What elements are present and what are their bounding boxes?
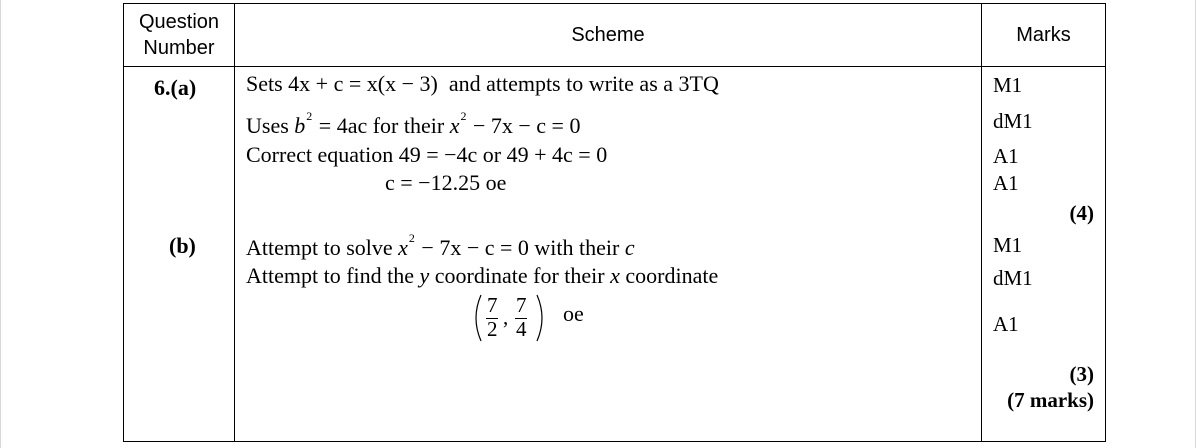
uses-text: Uses: [246, 113, 289, 138]
mark-scheme-table: [123, 3, 1106, 442]
marks-header: Marks: [982, 4, 1106, 67]
grand-total: (7 marks): [1007, 388, 1094, 412]
header-row: [124, 4, 1106, 67]
y-symbol: y: [419, 263, 430, 288]
question-number-header: [124, 4, 235, 67]
mark-a-3: A1: [993, 144, 1019, 168]
attempt-to-solve-text: Attempt to solve: [246, 235, 393, 260]
x-squared-exponent: 2: [460, 109, 467, 123]
marks-cell: [982, 67, 1106, 442]
coordinate-answer: [471, 293, 584, 343]
part-a-label: 6.(a): [154, 75, 197, 100]
oe-text: oe: [563, 301, 584, 326]
find-text: Attempt to find the: [246, 263, 415, 288]
mark-a-4: A1: [993, 171, 1019, 195]
question-number-cell: [124, 67, 235, 442]
quadratic-rest: − 7x − c = 0: [472, 113, 581, 138]
part-b-label: (b): [169, 233, 196, 258]
part-b-total: (3): [1069, 362, 1094, 386]
quadratic-equation-b: − 7x − c = 0: [421, 235, 529, 260]
x-symbol-c: x: [610, 263, 620, 288]
part-a-total: (4): [1069, 201, 1094, 225]
part-a-line-1-equation: Sets 4x + c = x(x − 3): [246, 71, 438, 96]
part-b-line-1: [246, 231, 635, 261]
part-a-line-3: Correct equation 49 = −4c or 49 + 4c = 0: [246, 142, 608, 167]
mark-b-2: dM1: [993, 266, 1033, 290]
mark-a-2: dM1: [993, 109, 1033, 133]
x-symbol: x: [449, 113, 460, 138]
fraction-2-numerator: 7: [516, 293, 527, 317]
coordinate-text: coordinate: [625, 263, 719, 288]
for-their-text: for their: [372, 113, 445, 138]
c-symbol: c: [624, 235, 635, 260]
part-a-line-2: [246, 109, 581, 139]
x-symbol-b: x: [398, 235, 408, 260]
scheme-cell: [235, 67, 982, 442]
header-number-text: Number: [143, 37, 215, 59]
part-a-line-1: [246, 71, 719, 97]
with-their-text: with their: [534, 235, 620, 260]
parentheses-graphic: [471, 293, 547, 343]
part-a-line-1-text: and attempts to write as a 3TQ: [448, 71, 719, 96]
discriminant-equation: = 4ac: [318, 113, 368, 138]
fraction-1-numerator: 7: [487, 293, 498, 317]
fraction-1-denominator: 2: [487, 317, 498, 341]
mark-a-1: M1: [993, 73, 1023, 97]
mark-b-1: M1: [993, 233, 1023, 257]
header-question-text: Question: [138, 11, 220, 33]
b-symbol: b: [294, 113, 306, 138]
b-squared-exponent: 2: [306, 109, 313, 123]
coordinate-for-their-text: coordinate for their: [434, 263, 605, 288]
mark-b-3: A1: [993, 312, 1019, 336]
part-a-line-4: c = −12.25 oe: [385, 170, 507, 195]
part-b-line-2: [246, 263, 718, 289]
fraction-2-denominator: 4: [516, 317, 527, 341]
body-row: [124, 67, 1106, 442]
coordinate-comma: ,: [503, 305, 509, 329]
scheme-header: Scheme: [235, 4, 982, 67]
coordinate-fraction: [471, 293, 547, 343]
x-squared-exponent-b: 2: [408, 231, 415, 245]
